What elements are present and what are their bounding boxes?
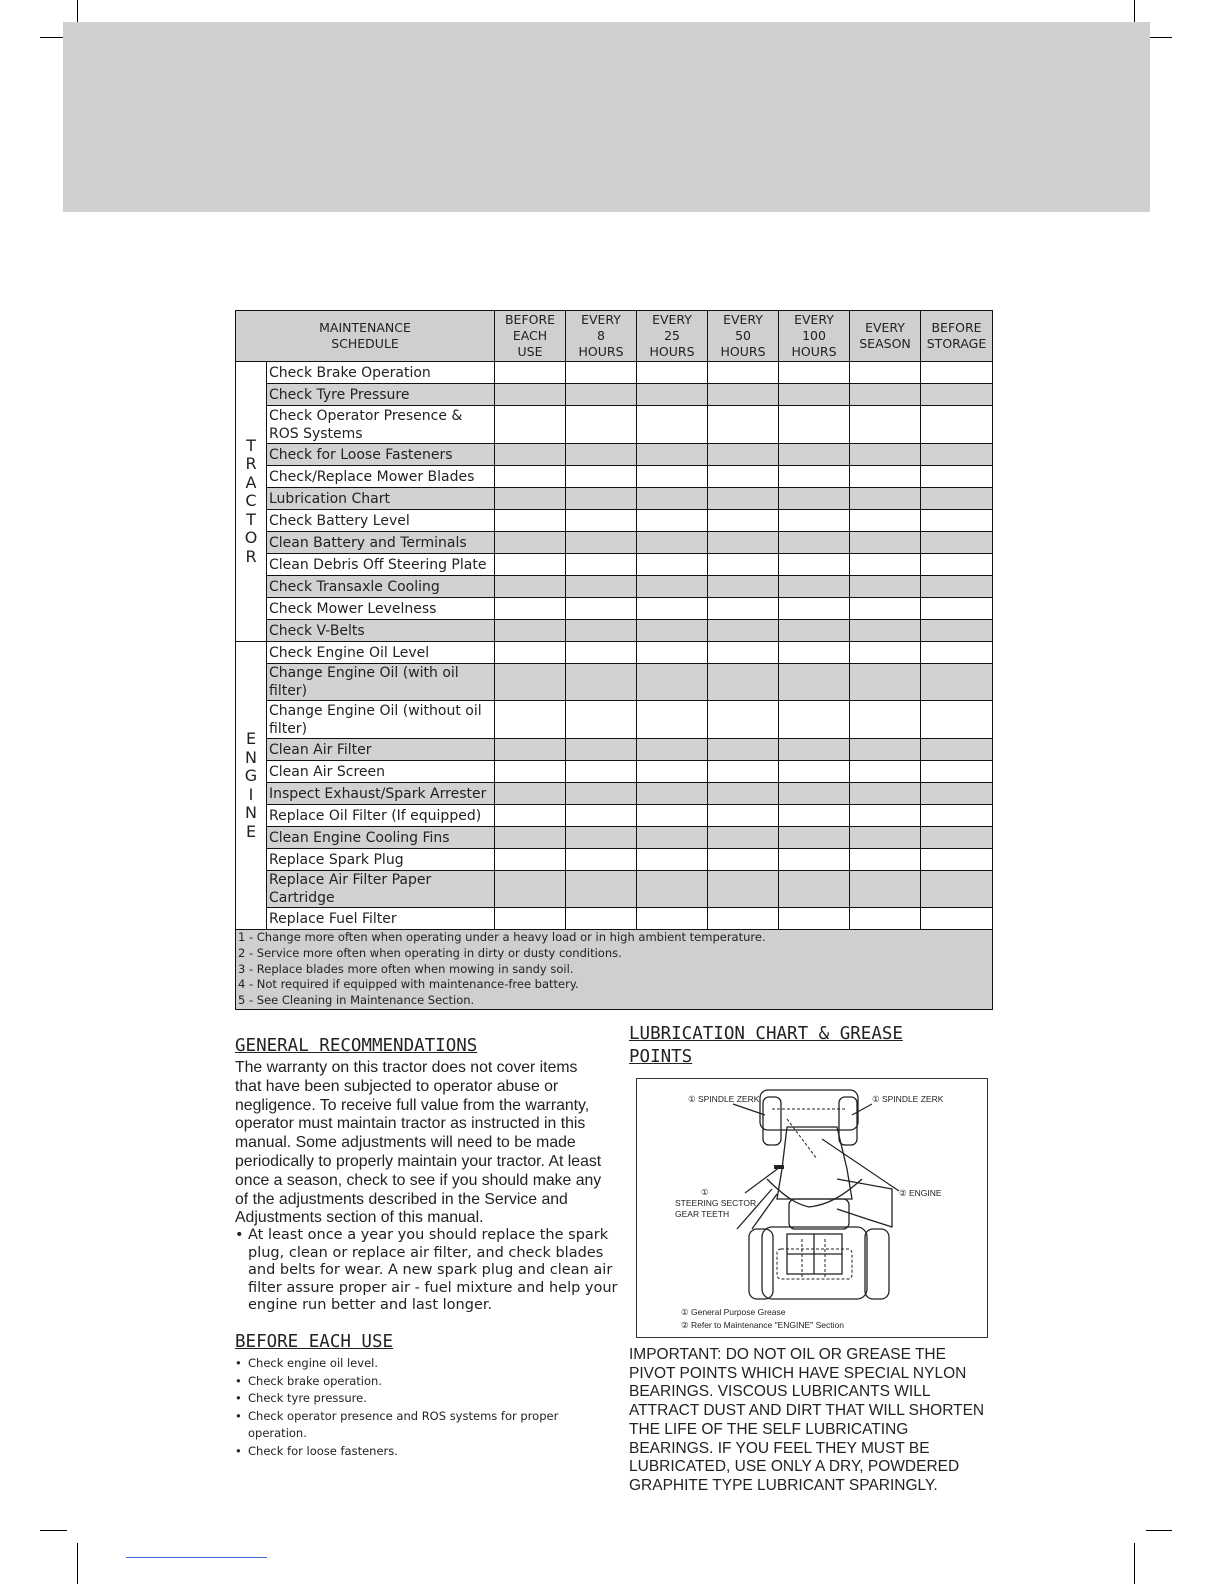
schedule-header-row [236, 311, 993, 362]
note-line: 1 - Change more often when operating under a heavy load or in high ambient temperature. [238, 930, 766, 944]
schedule-cell [921, 620, 993, 642]
task-name: Change Engine Oil (without oil filter) [267, 701, 495, 739]
schedule-cell [850, 805, 921, 827]
schedule-cell [495, 664, 566, 701]
task-name: Clean Engine Cooling Fins [267, 827, 495, 849]
schedule-cell [708, 532, 779, 554]
schedule-cell [779, 510, 850, 532]
task-name: Clean Debris Off Steering Plate [267, 554, 495, 576]
table-row [236, 406, 993, 444]
schedule-cell [637, 510, 708, 532]
schedule-cell [637, 642, 708, 664]
schedule-cell [921, 532, 993, 554]
schedule-cell [850, 444, 921, 466]
schedule-cell [779, 739, 850, 761]
schedule-cell [708, 576, 779, 598]
schedule-cell [708, 598, 779, 620]
interval-header: EVERY 25 HOURS [637, 311, 708, 362]
schedule-cell [779, 554, 850, 576]
interval-header: EVERY 50 HOURS [708, 311, 779, 362]
schedule-cell [708, 849, 779, 871]
schedule-cell [566, 620, 637, 642]
schedule-cell [708, 783, 779, 805]
schedule-cell [921, 444, 993, 466]
steering-sector-label: STEERING SECTOR [675, 1198, 757, 1208]
schedule-cell [495, 532, 566, 554]
schedule-cell [566, 761, 637, 783]
interval-header: EVERY 8 HOURS [566, 311, 637, 362]
list-item: • Check engine oil level. [235, 1355, 605, 1373]
schedule-cell [779, 384, 850, 406]
schedule-cell [850, 384, 921, 406]
task-name: Check V-Belts [267, 620, 495, 642]
schedule-cell [708, 642, 779, 664]
table-row [236, 444, 993, 466]
note-line: 2 - Service more often when operating in dirty or dusty conditions. [238, 945, 622, 960]
table-row [236, 908, 993, 930]
schedule-cell [566, 362, 637, 384]
schedule-cell [779, 598, 850, 620]
table-row [236, 510, 993, 532]
crop-mark [1146, 1530, 1172, 1531]
schedule-cell [850, 908, 921, 930]
task-name: Check Brake Operation [267, 362, 495, 384]
group-label-text: T R A C T O R [244, 435, 258, 566]
table-row [236, 554, 993, 576]
task-name: Change Engine Oil (with oil filter) [267, 664, 495, 701]
task-name: Check Transaxle Cooling [267, 576, 495, 598]
schedule-cell [921, 761, 993, 783]
schedule-cell [708, 701, 779, 739]
task-name: Clean Air Filter [267, 739, 495, 761]
schedule-cell [850, 701, 921, 739]
task-name: Replace Spark Plug [267, 849, 495, 871]
header-banner [63, 22, 1150, 212]
interval-header: EVERY 100 HOURS [779, 311, 850, 362]
task-name: Replace Oil Filter (If equipped) [267, 805, 495, 827]
schedule-cell [495, 384, 566, 406]
table-row [236, 761, 993, 783]
schedule-cell [921, 701, 993, 739]
schedule-cell [850, 406, 921, 444]
schedule-cell [850, 783, 921, 805]
schedule-cell [637, 598, 708, 620]
task-name: Clean Air Screen [267, 761, 495, 783]
schedule-cell [850, 871, 921, 908]
table-row [236, 871, 993, 908]
schedule-cell [708, 466, 779, 488]
interval-header: BEFORE EACH USE [495, 311, 566, 362]
schedule-cell [566, 783, 637, 805]
schedule-cell [637, 620, 708, 642]
tractor-illustration [637, 1079, 987, 1337]
schedule-cell [495, 510, 566, 532]
schedule-cell [779, 805, 850, 827]
interval-header: EVERY SEASON [850, 311, 921, 362]
table-row [236, 620, 993, 642]
table-row [236, 805, 993, 827]
task-name: Clean Battery and Terminals [267, 532, 495, 554]
legend-general-purpose-grease: ① General Purpose Grease [681, 1307, 786, 1317]
note-line: 4 - Not required if equipped with maintenance-free battery. [238, 977, 579, 992]
schedule-cell [566, 827, 637, 849]
steering-sector-number: ① [701, 1187, 709, 1197]
task-name: Replace Air Filter Paper Cartridge [267, 871, 495, 908]
table-row [236, 783, 993, 805]
schedule-cell [921, 664, 993, 701]
schedule-cell [566, 384, 637, 406]
schedule-cell [850, 532, 921, 554]
task-name: Check Engine Oil Level [267, 642, 495, 664]
schedule-cell [850, 849, 921, 871]
schedule-cell [566, 406, 637, 444]
schedule-cell [637, 554, 708, 576]
schedule-cell [779, 664, 850, 701]
schedule-cell [850, 620, 921, 642]
schedule-cell [708, 362, 779, 384]
schedule-cell [921, 384, 993, 406]
table-row [236, 664, 993, 701]
task-name: Check for Loose Fasteners [267, 444, 495, 466]
spindle-zerk-label-right: ① SPINDLE ZERK [872, 1094, 944, 1104]
crop-mark [77, 1543, 78, 1584]
schedule-cell [566, 576, 637, 598]
list-item: • Check operator presence and ROS systems for proper operation. [235, 1408, 605, 1443]
schedule-cell [921, 849, 993, 871]
schedule-cell [637, 444, 708, 466]
table-row [236, 362, 993, 384]
crop-mark [40, 1530, 67, 1531]
schedule-title-header: MAINTENANCE SCHEDULE [236, 311, 495, 362]
schedule-cell [850, 466, 921, 488]
schedule-cell [637, 739, 708, 761]
schedule-cell [566, 908, 637, 930]
schedule-cell [779, 576, 850, 598]
schedule-cell [708, 761, 779, 783]
table-row [236, 739, 993, 761]
task-name: Replace Fuel Filter [267, 908, 495, 930]
before-each-use-heading: BEFORE EACH USE [235, 1332, 394, 1352]
schedule-cell [637, 827, 708, 849]
schedule-cell [850, 598, 921, 620]
schedule-cell [637, 849, 708, 871]
schedule-cell [637, 362, 708, 384]
schedule-cell [850, 554, 921, 576]
schedule-cell [921, 739, 993, 761]
engine-group-label [236, 642, 267, 930]
schedule-cell [921, 362, 993, 384]
schedule-cell [566, 871, 637, 908]
schedule-cell [779, 406, 850, 444]
tractor-group-label [236, 362, 267, 642]
engine-label: ② ENGINE [899, 1188, 942, 1198]
schedule-cell [708, 554, 779, 576]
schedule-cell [637, 406, 708, 444]
schedule-cell [921, 576, 993, 598]
schedule-cell [921, 488, 993, 510]
schedule-cell [850, 642, 921, 664]
schedule-cell [495, 871, 566, 908]
schedule-cell [495, 642, 566, 664]
schedule-cell [779, 849, 850, 871]
schedule-cell [566, 554, 637, 576]
schedule-cell [566, 739, 637, 761]
lubrication-diagram [636, 1078, 988, 1338]
table-row [236, 642, 993, 664]
steering-gear-block [774, 1165, 784, 1169]
table-row [236, 384, 993, 406]
schedule-cell [637, 871, 708, 908]
before-each-use-list [235, 1355, 605, 1461]
schedule-cell [921, 908, 993, 930]
schedule-cell [921, 871, 993, 908]
note-line: 3 - Replace blades more often when mowing in sandy soil. [238, 961, 574, 976]
schedule-cell [779, 620, 850, 642]
schedule-cell [495, 805, 566, 827]
schedule-cell [708, 871, 779, 908]
schedule-cell [637, 701, 708, 739]
lubrication-chart-heading: LUBRICATION CHART & GREASE POINTS [629, 1024, 903, 1067]
schedule-cell [637, 664, 708, 701]
list-item: • Check brake operation. [235, 1373, 605, 1391]
schedule-cell [566, 701, 637, 739]
schedule-cell [779, 444, 850, 466]
schedule-cell [566, 664, 637, 701]
schedule-cell [566, 444, 637, 466]
schedule-cell [637, 908, 708, 930]
general-recommendations-heading: GENERAL RECOMMENDATIONS [235, 1036, 478, 1056]
schedule-cell [566, 642, 637, 664]
table-row [236, 466, 993, 488]
schedule-cell [779, 827, 850, 849]
schedule-cell [637, 488, 708, 510]
task-name: Lubrication Chart [267, 488, 495, 510]
schedule-cell [495, 908, 566, 930]
steering-gear-teeth-label: GEAR TEETH [675, 1209, 730, 1219]
list-item: • Check tyre pressure. [235, 1390, 605, 1408]
schedule-cell [921, 783, 993, 805]
spindle-zerk-label-left: ① SPINDLE ZERK [688, 1094, 760, 1104]
table-row [236, 532, 993, 554]
schedule-cell [708, 384, 779, 406]
schedule-cell [495, 739, 566, 761]
schedule-cell [850, 362, 921, 384]
task-name: Check Battery Level [267, 510, 495, 532]
schedule-cell [850, 739, 921, 761]
schedule-cell [921, 598, 993, 620]
schedule-cell [921, 805, 993, 827]
schedule-cell [850, 488, 921, 510]
interval-header: BEFORE STORAGE [921, 311, 993, 362]
list-item: • At least once a year you should replace the spark plug, clean or replace air filter, and check blades and belts for wear. A new spark plug and clean air filter assure proper air - fuel mixture and help your engine run better and last longer. [235, 1227, 620, 1315]
schedule-cell [495, 783, 566, 805]
schedule-notes [236, 930, 993, 1010]
maintenance-schedule-table [235, 310, 993, 1010]
schedule-cell [495, 444, 566, 466]
schedule-cell [495, 620, 566, 642]
schedule-cell [566, 488, 637, 510]
schedule-cell [495, 827, 566, 849]
schedule-cell [708, 827, 779, 849]
group-label-text: E N G I N E [244, 729, 258, 841]
table-row [236, 488, 993, 510]
schedule-cell [779, 642, 850, 664]
schedule-cell [708, 739, 779, 761]
schedule-cell [637, 466, 708, 488]
schedule-cell [566, 805, 637, 827]
general-recommendations-bullets [235, 1227, 620, 1315]
table-row [236, 576, 993, 598]
task-name: Inspect Exhaust/Spark Arrester [267, 783, 495, 805]
schedule-cell [779, 488, 850, 510]
schedule-cell [708, 805, 779, 827]
note-line: 5 - See Cleaning in Maintenance Section. [238, 993, 475, 1008]
schedule-cell [921, 406, 993, 444]
schedule-cell [708, 664, 779, 701]
schedule-cell [921, 466, 993, 488]
task-name: Check Operator Presence & ROS Systems [267, 406, 495, 444]
schedule-cell [708, 510, 779, 532]
schedule-cell [708, 444, 779, 466]
schedule-cell [637, 783, 708, 805]
schedule-cell [495, 598, 566, 620]
schedule-cell [637, 384, 708, 406]
schedule-cell [921, 510, 993, 532]
task-name: Check Mower Levelness [267, 598, 495, 620]
schedule-cell [779, 761, 850, 783]
schedule-cell [708, 620, 779, 642]
schedule-cell [495, 761, 566, 783]
schedule-cell [779, 532, 850, 554]
table-row [236, 849, 993, 871]
schedule-cell [566, 532, 637, 554]
schedule-cell [779, 362, 850, 384]
schedule-cell [850, 576, 921, 598]
schedule-cell [850, 827, 921, 849]
schedule-cell [566, 510, 637, 532]
footer-link-line [126, 1557, 267, 1558]
crop-mark [1134, 1543, 1135, 1584]
schedule-cell [708, 406, 779, 444]
schedule-cell [637, 576, 708, 598]
schedule-cell [495, 576, 566, 598]
schedule-cell [708, 908, 779, 930]
schedule-cell [779, 466, 850, 488]
schedule-cell [637, 761, 708, 783]
notes-row [236, 930, 993, 1010]
table-row [236, 827, 993, 849]
schedule-cell [850, 664, 921, 701]
schedule-cell [779, 908, 850, 930]
legend-refer-engine-section: ② Refer to Maintenance "ENGINE" Section [681, 1320, 844, 1330]
schedule-cell [921, 827, 993, 849]
task-name: Check Tyre Pressure [267, 384, 495, 406]
schedule-cell [779, 783, 850, 805]
schedule-cell [850, 510, 921, 532]
schedule-cell [495, 488, 566, 510]
schedule-cell [495, 701, 566, 739]
table-row [236, 701, 993, 739]
list-item: • Check for loose fasteners. [235, 1443, 605, 1461]
task-name: Check/Replace Mower Blades [267, 466, 495, 488]
schedule-cell [779, 871, 850, 908]
schedule-cell [495, 466, 566, 488]
schedule-cell [921, 554, 993, 576]
schedule-cell [779, 701, 850, 739]
schedule-cell [495, 362, 566, 384]
schedule-cell [850, 761, 921, 783]
important-notice: IMPORTANT: DO NOT OIL OR GREASE THE PIVOT POINTS WHICH HAVE SPECIAL NYLON BEARINGS. VISCOUS LUBRICANTS WILL ATTRACT DUST AND DIRT THAT WILL SHORTEN THE LIFE OF THE SELF LUBRICATING BEARINGS. IF YOU FEEL THEY MUST BE LUBRICATED, USE ONLY A DRY, POWDERED GRAPHITE TYPE LUBRICANT SPARINGLY. [629, 1346, 985, 1494]
table-row [236, 598, 993, 620]
schedule-cell [566, 598, 637, 620]
schedule-cell [637, 532, 708, 554]
schedule-cell [921, 642, 993, 664]
schedule-cell [495, 406, 566, 444]
schedule-cell [495, 554, 566, 576]
schedule-cell [708, 488, 779, 510]
general-recommendations-text: The warranty on this tractor does not cover items that have been subjected to operator abuse or negligence. To receive full value from the warranty, operator must maintain tractor as instructed in this manual. Some adjustments will need to be made periodically to properly maintain your tractor. At least once a season, check to see if you should make any of the adjustments described in the Service and Adjustments section of this manual. [235, 1059, 602, 1227]
schedule-cell [495, 849, 566, 871]
schedule-cell [566, 466, 637, 488]
schedule-cell [566, 849, 637, 871]
schedule-cell [637, 805, 708, 827]
